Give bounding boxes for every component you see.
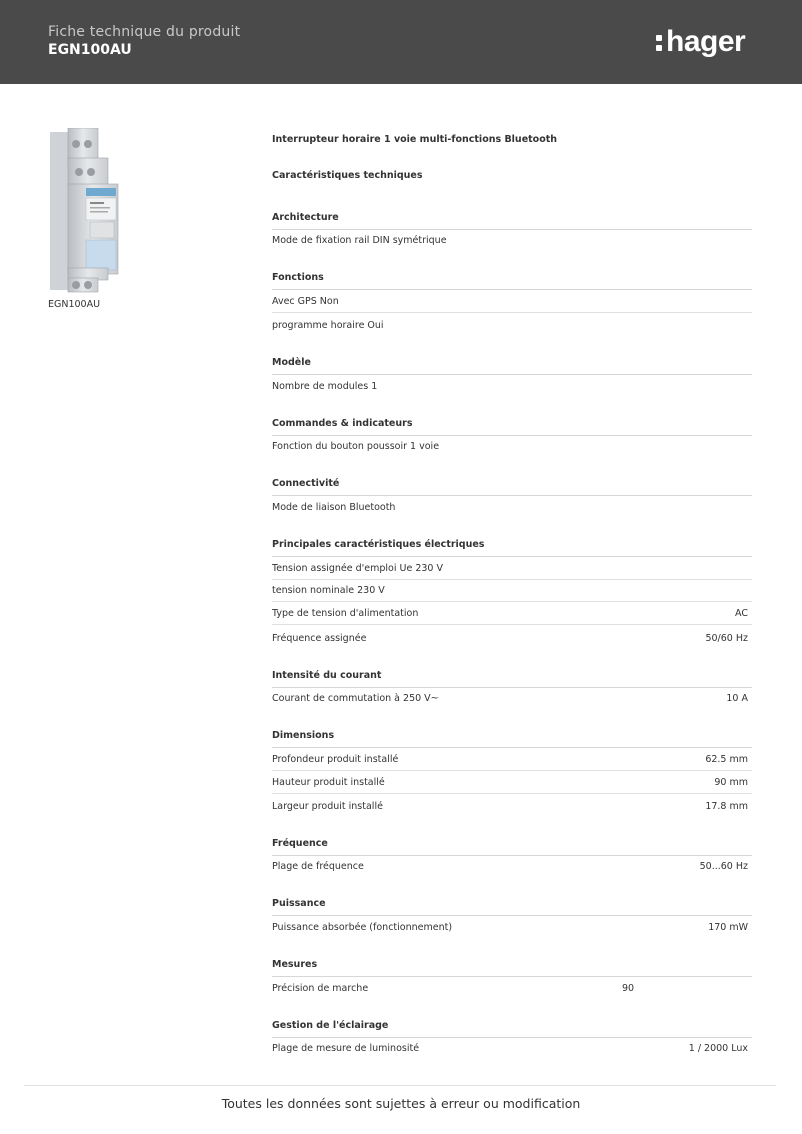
section-title-frequence: Fréquence <box>272 838 752 856</box>
spec-row <box>272 856 752 878</box>
spec-text: Tension assignée d'emploi Ue 230 V <box>272 563 443 574</box>
section-title-electriques: Principales caractéristiques électriques <box>272 539 752 557</box>
section-title-dimensions: Dimensions <box>272 730 752 748</box>
spec-row <box>272 376 752 398</box>
spec-row <box>272 917 752 939</box>
logo-dots-icon <box>656 29 664 53</box>
header-kicker: Fiche technique du produit <box>48 24 241 40</box>
spec-row <box>272 315 752 337</box>
page-header <box>0 0 802 84</box>
spec-label: Profondeur produit installé <box>272 754 399 765</box>
spec-label: Largeur produit installé <box>272 801 383 812</box>
spec-text: programme horaire Oui <box>272 320 384 331</box>
spec-row <box>272 628 752 650</box>
document-title: Interrupteur horaire 1 voie multi-fonctions Bluetooth <box>272 134 558 145</box>
spec-row <box>272 688 752 710</box>
spec-value: 62.5 mm <box>705 754 748 765</box>
spec-row <box>272 497 752 519</box>
spec-row <box>272 1038 752 1060</box>
spec-row <box>272 978 752 1000</box>
spec-text: Fonction du bouton poussoir 1 voie <box>272 441 440 452</box>
spec-value: 50...60 Hz <box>699 861 748 872</box>
spec-row <box>272 580 752 602</box>
spec-row <box>272 749 752 771</box>
footer-divider <box>24 1085 776 1086</box>
spec-label: Plage de mesure de luminosité <box>272 1043 420 1054</box>
spec-text: Mode de fixation rail DIN symétrique <box>272 235 447 246</box>
document-subtitle: Caractéristiques techniques <box>272 170 423 181</box>
spec-label: Précision de marche <box>272 983 369 994</box>
section-title-architecture: Architecture <box>272 212 752 230</box>
spec-row <box>272 436 752 458</box>
spec-label: Fréquence assignée <box>272 633 367 644</box>
spec-value: 10 A <box>726 693 748 704</box>
section-title-fonctions: Fonctions <box>272 272 752 290</box>
spec-row <box>272 230 752 252</box>
spec-row <box>272 796 752 818</box>
spec-text: Avec GPS Non <box>272 296 339 307</box>
section-title-connectivite: Connectivité <box>272 478 752 496</box>
spec-label: Hauteur produit installé <box>272 777 385 788</box>
spec-value: 90 mm <box>714 777 748 788</box>
spec-row <box>272 603 752 625</box>
spec-row <box>272 291 752 313</box>
section-title-eclairage: Gestion de l'éclairage <box>272 1020 752 1038</box>
product-caption: EGN100AU <box>48 299 101 310</box>
spec-row <box>272 558 752 580</box>
section-title-mesures: Mesures <box>272 959 752 977</box>
spec-text: tension nominale 230 V <box>272 585 385 596</box>
logo-text: hager <box>666 25 746 58</box>
section-title-intensite: Intensité du courant <box>272 670 752 688</box>
spec-label: Type de tension d'alimentation <box>272 608 419 619</box>
spec-label: Puissance absorbée (fonctionnement) <box>272 922 453 933</box>
spec-value: 170 mW <box>708 922 748 933</box>
din-rail-timer-module-icon <box>46 128 122 294</box>
section-title-modele: Modèle <box>272 357 752 375</box>
hager-logo <box>656 24 745 60</box>
section-title-puissance: Puissance <box>272 898 752 916</box>
spec-row <box>272 772 752 794</box>
spec-text: Nombre de modules 1 <box>272 381 378 392</box>
spec-value: 1 / 2000 Lux <box>688 1043 748 1054</box>
spec-value: 17.8 mm <box>705 801 748 812</box>
spec-value: 50/60 Hz <box>705 633 748 644</box>
footer-disclaimer: Toutes les données sont sujettes à erreur ou modification <box>221 1096 581 1111</box>
header-product-code: EGN100AU <box>48 42 132 58</box>
section-title-commandes: Commandes & indicateurs <box>272 418 752 436</box>
spec-label: Courant de commutation à 250 V~ <box>272 693 439 704</box>
spec-value: AC <box>735 608 748 619</box>
spec-text: Mode de liaison Bluetooth <box>272 502 396 513</box>
spec-label: Plage de fréquence <box>272 861 364 872</box>
spec-value: 90 <box>622 983 635 994</box>
